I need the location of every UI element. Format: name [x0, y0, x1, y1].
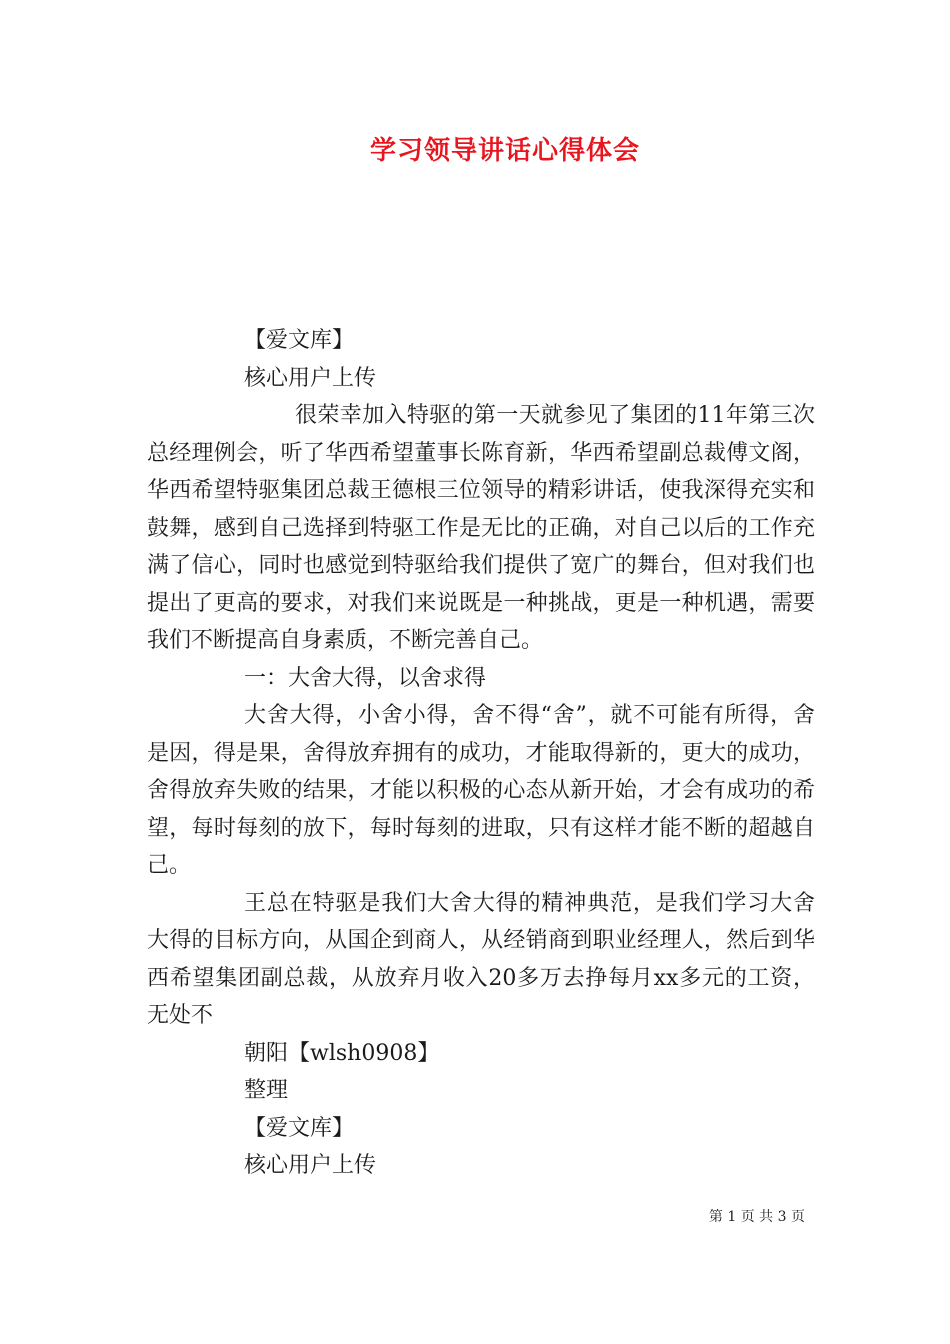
source-tag-bottom: 【爱文库】 — [244, 1115, 355, 1141]
editor-credit: 朝阳【wlsh0908】 — [244, 1040, 440, 1066]
paragraph-philosophy: 大舍大得，小舍小得，舍不得“舍”，就不可能有所得，舍是因，得是果，舍得放弃拥有的成功，才能取得新的，更大的成功，舍得放弃失败的结果，才能以积极的心态从新开始，才会有成功的希望，每时每刻的放下，每时每刻的进取，只有这样才能不断的超越自己。 — [147, 703, 815, 878]
editor-action: 整理 — [244, 1078, 289, 1103]
document-title: 学习领导讲话心得体会 — [369, 136, 640, 166]
upload-note: 核心用户上传 — [244, 365, 377, 391]
document-body — [147, 322, 815, 1185]
paragraph-intro: 很荣幸加入特驱的第一天就参见了集团的11年第三次总经理例会，听了华西希望董事长陈育新，华西希望副总裁傅文阁，华西希望特驱集团总裁王德根三位领导的精彩讲话，使我深得充实和鼓舞，感到自己选择到特驱工作是无比的正确，对自己以后的工作充满了信心，同时也感觉到特驱给我们提供了宽广的舞台，但对我们也提出了更高的要求，对我们来说既是一种挑战，更是一种机遇，需要我们不断提高自身素质，不断完善自己。 — [147, 403, 815, 653]
source-tag: 【爱文库】 — [244, 328, 355, 353]
paragraph-example: 王总在特驱是我们大舍大得的精神典范，是我们学习大舍大得的目标方向，从国企到商人，从经销商到职业经理人，然后到华西希望集团副总裁，从放弃月收入20多万去挣每月xx多元的工资，无处不 — [147, 890, 815, 1028]
section-heading: 一：大舍大得，以舍求得 — [244, 665, 487, 691]
upload-note-bottom: 核心用户上传 — [244, 1153, 377, 1178]
page-number: 第 1 页 共 3 页 — [708, 1209, 805, 1225]
